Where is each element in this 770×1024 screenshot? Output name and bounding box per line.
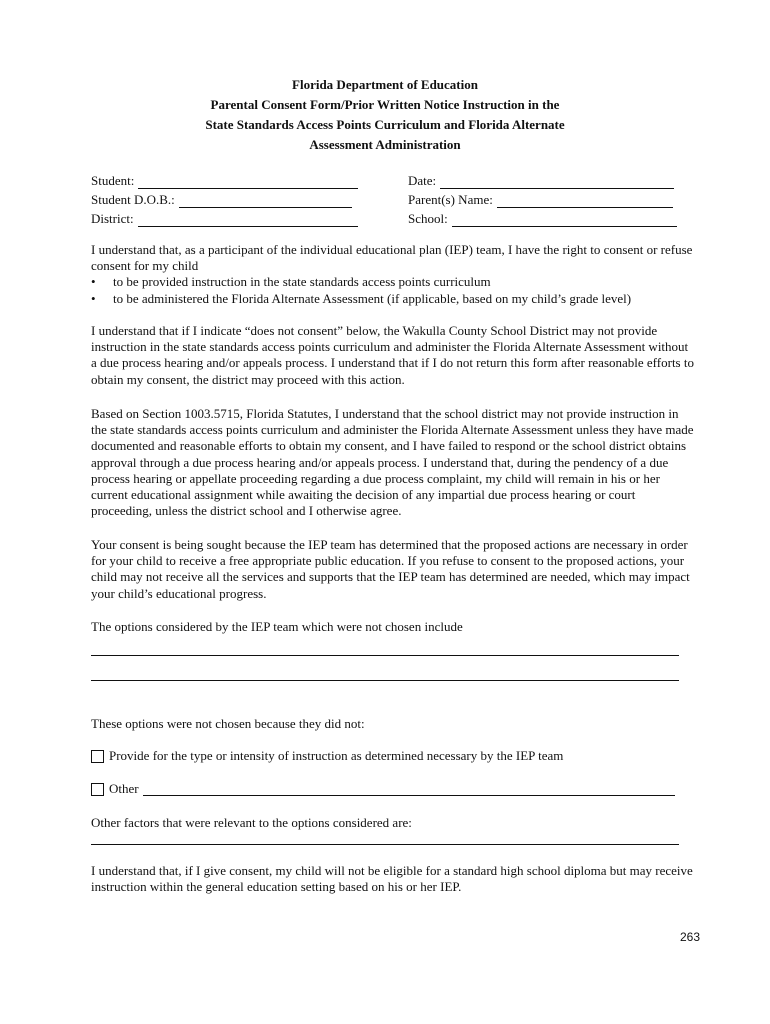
bullet-item: [91, 274, 695, 290]
info-fields: [91, 170, 691, 227]
header-line-2: Parental Consent Form/Prior Written Notice Instruction in the: [210, 97, 560, 112]
consent-sought-paragraph: [91, 537, 695, 602]
bullet-item: [91, 291, 695, 307]
district-label: District:: [91, 210, 134, 226]
bullet-icon: •: [91, 274, 96, 290]
options-label: The options considered by the IEP team which were not chosen include: [91, 619, 463, 634]
paragraph-text: I understand that, if I give consent, my child will not be eligible for a standard high school diploma but may receive instruction within the general education setting based on his or her IEP.: [91, 863, 693, 895]
no-consent-paragraph: [91, 323, 695, 388]
other-factors-line[interactable]: [91, 844, 679, 845]
options-line-2[interactable]: [91, 680, 679, 681]
checkbox-instruction[interactable]: [91, 750, 104, 763]
options-line-1[interactable]: [91, 655, 679, 656]
paragraph-text: Your consent is being sought because the IEP team has determined that the proposed actions are necessary in order for your child to receive a free appropriate public education. If you refuse to consent to the proposed actions, your child may not receive all the services and supports that the IEP team has determined are needed, which may impact your child’s educational progress.: [91, 537, 690, 601]
school-label: School:: [408, 210, 448, 226]
school-field[interactable]: [452, 213, 677, 227]
checkbox-other[interactable]: [91, 783, 104, 796]
checkbox-instruction-label: Provide for the type or intensity of instruction as determined necessary by the IEP team: [109, 748, 564, 763]
bullet-icon: •: [91, 290, 96, 306]
dob-label: Student D.O.B.:: [91, 191, 175, 207]
bullet-text: to be provided instruction in the state standards access points curriculum: [113, 274, 491, 290]
date-label: Date:: [408, 172, 437, 188]
parents-field[interactable]: [497, 194, 673, 208]
checkbox-other-row[interactable]: [91, 781, 675, 797]
header-line-1: Florida Department of Education: [292, 77, 478, 92]
not-chosen-label: These options were not chosen because they did not:: [91, 716, 365, 731]
page-number: 263: [680, 930, 701, 944]
parents-label: Parent(s) Name:: [408, 191, 493, 207]
dob-field[interactable]: [179, 194, 352, 208]
header-line-4: Assessment Administration: [309, 137, 461, 152]
checkbox-instruction-row[interactable]: [91, 748, 563, 764]
bullet-text: to be administered the Florida Alternate Assessment (if applicable, based on my child’s grade level): [113, 290, 632, 306]
checkbox-other-label: Other: [109, 781, 139, 796]
final-paragraph: [91, 863, 695, 895]
district-field[interactable]: [138, 213, 358, 227]
consent-rights-paragraph: [91, 242, 695, 307]
statutes-paragraph: [91, 406, 695, 519]
paragraph-text: I understand that if I indicate “does not consent” below, the Wakulla County School District may not provide instruction in the state standards access points curriculum and administer the Florida Alternate Assessment without a due process hearing and/or appeals process. I understand that if I do not return this form after reasonable efforts to obtain my consent, the district may proceed with this action.: [91, 323, 694, 387]
date-field[interactable]: [440, 175, 674, 189]
form-header: [0, 75, 770, 155]
header-line-3: State Standards Access Points Curriculum and Florida Alternate: [205, 117, 565, 132]
paragraph-text: Based on Section 1003.5715, Florida Statutes, I understand that the school district may not provide instruction in the state standards access points curriculum and administer the Florida Alternate Assessment unless they have made documented and reasonable efforts to obtain my consent, and I have failed to respond or the school district obtains approval through a due process hearing and/or appeals process. I understand that, during the pendency of a due process hearing or appellate proceeding regarding a due process complaint, my child will remain in his or her current educational assignment while awaiting the decision of any impartial due process hearing or court proceeding, unless the district school and I otherwise agree.: [91, 406, 694, 519]
student-label: Student:: [91, 172, 135, 188]
student-field[interactable]: [138, 175, 358, 189]
other-field[interactable]: [143, 782, 675, 796]
rights-intro: I understand that, as a participant of the individual educational plan (IEP) team, I have the right to consent or refuse consent for my child: [91, 242, 693, 274]
other-factors-label: Other factors that were relevant to the options considered are:: [91, 815, 412, 830]
